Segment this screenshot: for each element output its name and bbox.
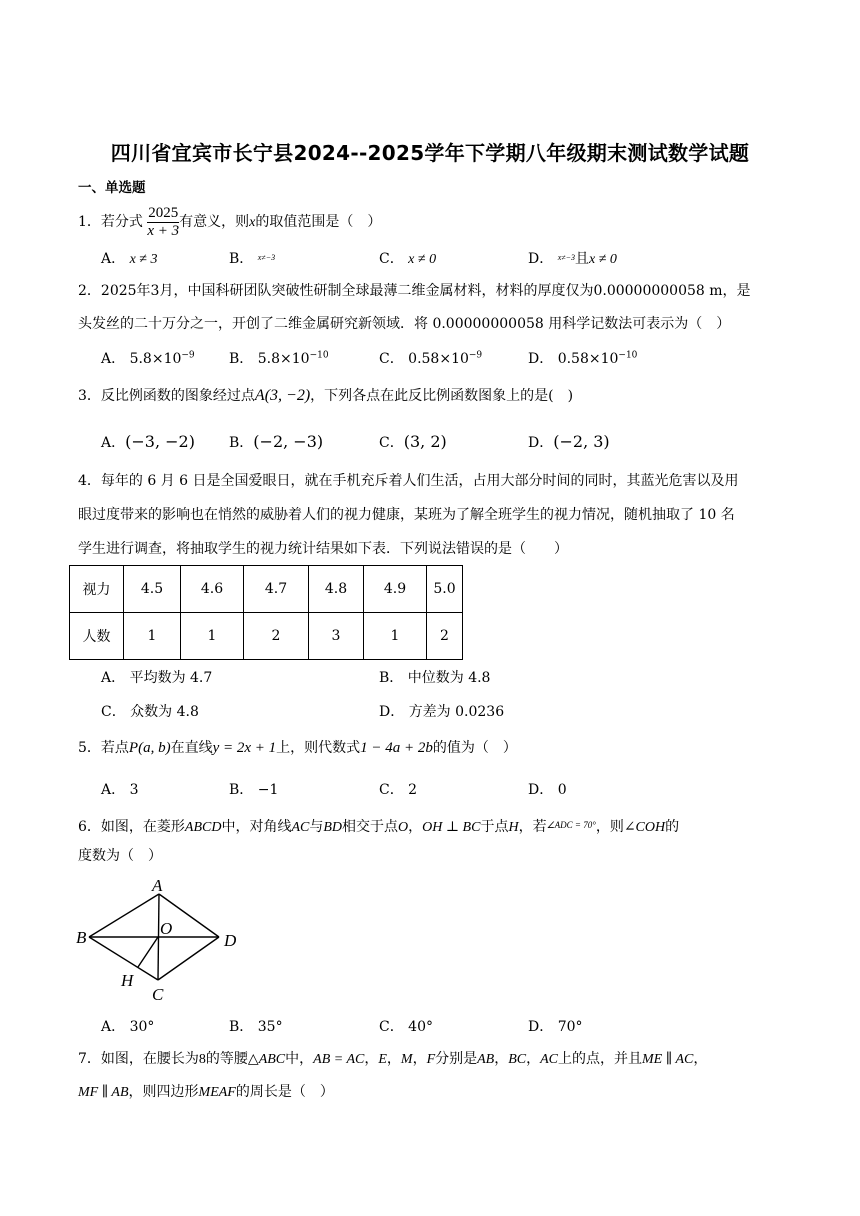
question-text: 若点 [100,740,129,756]
question-number: 5． [78,740,101,756]
table-header-cell: 视力 [70,566,124,613]
math-expression: ME ∥ AC [642,1052,694,1067]
question-7-line-2 [78,1082,334,1103]
rhombus-figure [72,874,252,1004]
side-ab [89,894,159,937]
table-cell: 1 [181,613,244,660]
option-c[interactable] [379,1016,433,1036]
option-text: (−3, −2) [125,432,195,451]
option-label: C． [379,782,404,798]
fraction-denominator: x + 3 [147,222,180,239]
option-label: D． [528,435,554,451]
table-cell: 5.0 [427,566,463,613]
option-b[interactable] [229,348,329,368]
table-cell: 2 [244,613,309,660]
question-3 [78,386,573,406]
math-number: 8 [198,1052,206,1067]
option-d[interactable] [528,1016,583,1036]
math-var: AC [291,820,310,835]
question-text: 如图，在菱形 [100,819,185,835]
option-a[interactable] [101,348,195,368]
option-text: 方差为 0.0236 [408,704,505,720]
question-text: 上，则代数式 [276,740,361,756]
option-label: D． [528,251,554,267]
math-var: E [378,1052,387,1067]
option-text: 平均数为 4.7 [129,670,213,686]
option-label: A． [101,251,126,267]
question-2-line-2: 头发丝的二十万分之一，开创了二维金属研究新领域．将 0.00000000058 用科学记数法可表示为（ ） [78,316,731,332]
question-text: 反比例函数的图象经过点 [100,388,255,404]
math-var: MEAF [198,1085,236,1100]
question-number: 3． [78,388,101,404]
option-a[interactable] [101,667,212,687]
question-6 [78,815,679,838]
question-text: 有意义，则 [179,214,250,230]
option-label: A． [101,782,126,798]
option-c[interactable] [379,348,482,368]
option-text: 众数为 4.8 [130,704,199,720]
question-text: 的等腰 [205,1051,248,1067]
question-6-line-2: 度数为（ ） [78,848,162,864]
option-label: C． [379,435,404,451]
option-label: A． [101,435,126,451]
option-text: x ≠ 0 [589,252,617,267]
question-text: ， [412,1051,427,1067]
option-label: D． [379,704,405,720]
option-label: B． [229,351,254,367]
math-var: M [400,1052,413,1067]
option-text: −1 [257,782,279,798]
question-text: ，若 [518,819,547,835]
option-a[interactable] [101,432,195,452]
option-c[interactable] [101,701,199,721]
question-4-line-3: 学生进行调查，将抽取学生的视力统计结果如下表．下列说法错误的是（ ） [78,541,568,557]
question-text: 的值为（ ） [432,740,517,756]
question-text: 与 [309,819,324,835]
option-label: C． [379,351,404,367]
option-d[interactable] [528,348,637,368]
option-c[interactable] [379,432,447,452]
exponent: −10 [309,350,329,361]
math-expression: OH ⊥ BC [422,820,481,835]
question-text: ， [526,1051,541,1067]
option-a[interactable] [101,1016,154,1036]
question-text: ，下列各点在此反比例函数图象上的是( ) [310,388,574,404]
question-text: ， [364,1051,379,1067]
option-label: A． [101,351,126,367]
question-text: 的 [665,819,680,835]
option-label: D． [528,351,554,367]
question-1 [78,200,381,245]
math-point: P(a, b) [128,740,171,756]
option-text: 0.58×10 [408,351,469,367]
option-label: B． [379,670,404,686]
math-expression: AB = AC [313,1052,365,1067]
math-expression: ∠ADC = 70° [546,820,596,830]
question-text: 的取值范围是（ ） [255,214,382,230]
math-expression: ∠COH [623,820,666,835]
option-text: 3 [129,782,139,798]
question-text: ，则四边形 [128,1084,199,1100]
option-text: x≠−3 [557,253,576,262]
question-text: ， [693,1051,708,1067]
table-header-cell: 人数 [70,613,124,660]
question-text: 上的点，并且 [558,1051,643,1067]
segment-oh [138,937,158,967]
option-label: B． [229,1019,254,1035]
table-cell: 1 [124,613,181,660]
question-text: ， [494,1051,509,1067]
label-o: O [160,919,173,938]
table-cell: 4.8 [309,566,364,613]
option-text: (−2, −3) [253,432,324,451]
question-text: 在直线 [170,740,213,756]
label-c: C [152,985,164,1004]
question-number: 1． [78,214,101,230]
label-b: B [76,928,87,947]
question-text: 的周长是（ ） [235,1084,334,1100]
option-b[interactable] [229,779,278,799]
math-expression: 1 − 4a + 2b [360,740,433,756]
math-expression: y = 2x + 1 [212,740,277,756]
math-var: BD [323,820,343,835]
question-text: 2025年3月，中国科研团队突破性研制全球最薄二维金属材料，材料的厚度仅为0.00000000058 m，是 [100,283,751,299]
option-label: B． [229,251,254,267]
option-label: C． [379,251,404,267]
option-d[interactable] [379,701,504,721]
option-label: C． [379,1019,404,1035]
option-text: 40° [408,1019,433,1035]
option-text: 中位数为 4.8 [407,670,491,686]
question-text: 若分式 [100,214,143,230]
question-7 [78,1049,707,1070]
option-c[interactable] [379,248,436,268]
table-cell: 4.6 [181,566,244,613]
option-a[interactable] [101,779,139,799]
side-dc [158,937,219,980]
math-var: O [398,820,409,835]
option-text: 2 [408,782,418,798]
question-text: 于点 [480,819,509,835]
math-var: BC [508,1052,527,1067]
option-text: 30° [129,1019,155,1035]
math-var: AB [477,1052,495,1067]
label-a: A [152,876,163,895]
option-text: 且 [575,251,590,267]
question-text: 如图，在腰长为 [100,1051,199,1067]
question-number: 7． [78,1051,101,1067]
math-var: x [249,215,256,230]
section-heading: 一、单选题 [78,180,146,196]
option-text: 5.8×10 [257,351,310,367]
option-label: B． [229,435,254,451]
option-label: B． [229,782,254,798]
question-text: 中， [285,1051,314,1067]
question-text: ， [386,1051,401,1067]
table-row [70,613,463,660]
option-b[interactable] [229,1016,283,1036]
option-d[interactable] [528,432,610,452]
option-b[interactable] [229,248,275,268]
question-number: 6． [78,819,101,835]
option-text: x ≠ 3 [129,252,158,267]
option-label: D． [528,782,554,798]
option-b[interactable] [379,667,490,687]
exponent: −9 [468,350,483,361]
option-label: A． [101,670,126,686]
table-cell: 3 [309,613,364,660]
option-d[interactable] [528,248,617,268]
label-d: D [224,931,237,950]
math-var: H [508,820,519,835]
question-5 [78,738,517,758]
table-cell: 4.5 [124,566,181,613]
table-cell: 4.9 [364,566,427,613]
option-d[interactable] [528,779,567,799]
option-a[interactable] [101,248,157,268]
question-number: 4． [78,473,101,489]
option-label: D． [528,1019,554,1035]
option-text: 70° [557,1019,583,1035]
option-text: 0 [557,782,567,798]
option-text: 35° [257,1019,283,1035]
fraction-numerator: 2025 [148,204,179,221]
question-2 [78,281,751,301]
option-text: x ≠ 0 [408,252,437,267]
math-var: △ABC [247,1052,286,1067]
option-c[interactable] [379,779,417,799]
math-var: AC [540,1052,559,1067]
vision-table [69,565,463,660]
option-text: 0.58×10 [557,351,619,367]
question-text: ，则 [595,819,624,835]
table-cell: 2 [427,613,463,660]
math-point: A(3, −2) [254,387,311,404]
option-label: C． [101,704,126,720]
math-var: ABCD [184,820,222,835]
option-text: x≠−3 [257,253,276,262]
option-label: A． [101,1019,126,1035]
question-4-line-2: 眼过度带来的影响也在悄然的威胁着人们的视力健康，某班为了解全班学生的视力情况，随机抽取了 10 名 [78,507,735,523]
option-b[interactable] [229,432,323,452]
question-text: ， [408,819,423,835]
option-text: (−2, 3) [553,432,610,451]
question-text: 每年的 6 月 6 日是全国爱眼日，就在手机充斥着人们生活，占用大部分时间的同时，其蓝光危害以及用 [100,473,739,489]
math-var: F [426,1052,436,1067]
label-h: H [121,971,134,990]
option-text: (3, 2) [403,432,447,451]
table-cell: 1 [364,613,427,660]
math-expression: MF ∥ AB [78,1085,129,1100]
question-text: 中，对角线 [221,819,292,835]
page-title: 四川省宜宾市长宁县2024--2025学年下学期八年级期末测试数学试题 [110,141,750,165]
table-cell: 4.7 [244,566,309,613]
exponent: −9 [181,350,195,361]
question-4 [78,471,739,491]
exponent: −10 [618,350,638,361]
question-number: 2． [78,283,101,299]
option-text: 5.8×10 [129,351,182,367]
question-text: 分别是 [435,1051,478,1067]
fraction [147,205,179,240]
table-row [70,566,463,613]
question-text: 相交于点 [342,819,399,835]
